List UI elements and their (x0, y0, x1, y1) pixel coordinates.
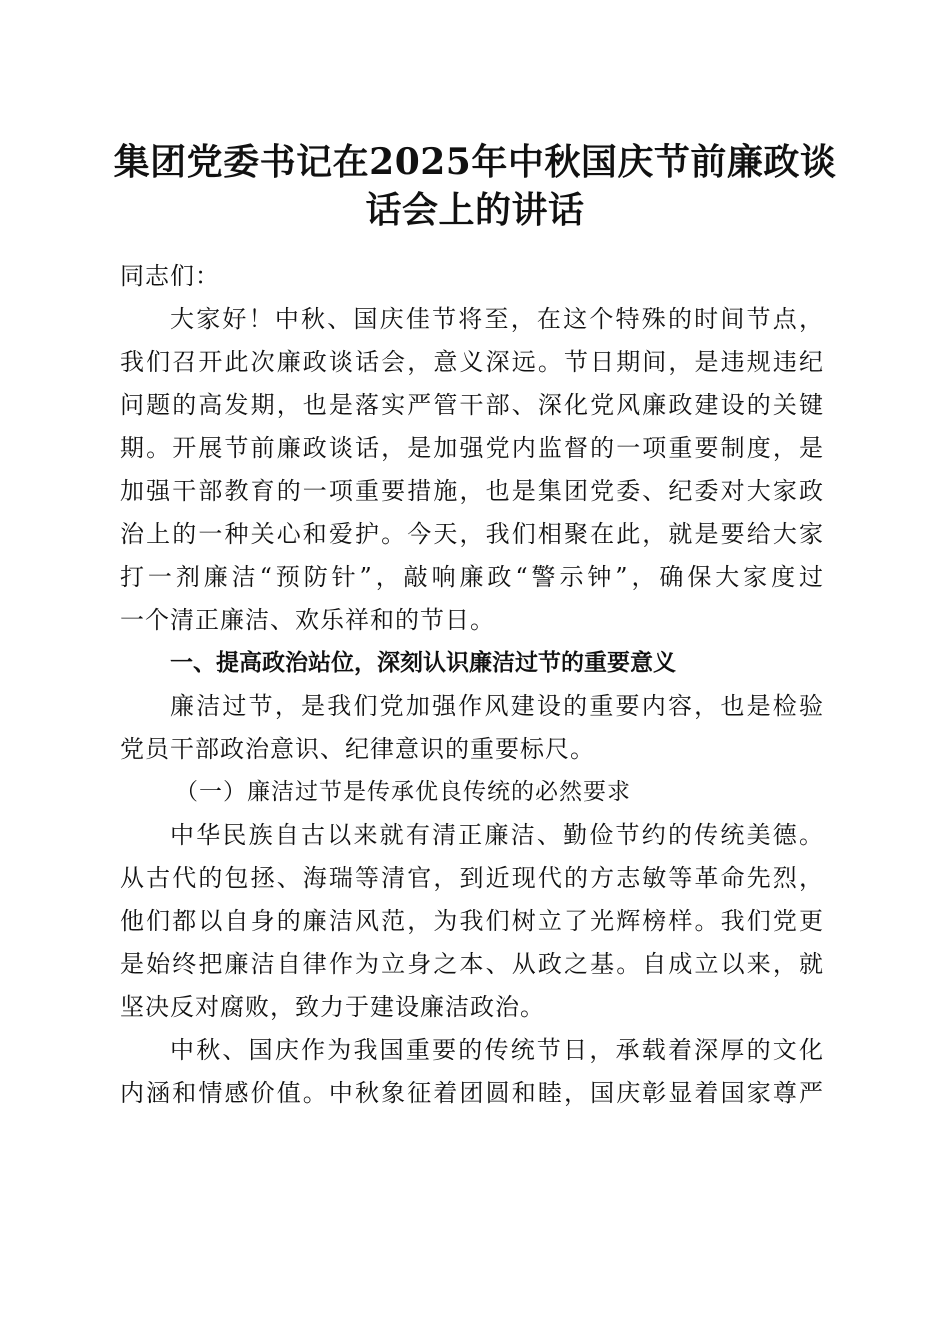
paragraph-line: 加强干部教育的一项重要措施，也是集团党委、纪委对大家政 (120, 477, 824, 505)
title-line-2: 话会上的讲话 (365, 189, 585, 231)
opening-paragraph (120, 298, 824, 642)
paragraph-line: 廉洁过节，是我们党加强作风建设的重要内容，也是检验 (170, 692, 824, 720)
paragraph-line: 党员干部政治意识、纪律意识的重要标尺。 (120, 735, 595, 763)
paragraph-line: 一个清正廉洁、欢乐祥和的节日。 (120, 606, 495, 634)
paragraph-line: 治上的一种关心和爱护。今天，我们相聚在此，就是要给大家 (120, 520, 824, 548)
paragraph-line: 打一剂廉洁“预防针”，敲响廉政“警示钟”，确保大家度过 (120, 563, 824, 591)
subsection1-paragraph-2 (120, 1029, 824, 1115)
paragraph-line: 他们都以自身的廉洁风范，为我们树立了光辉榜样。我们党更 (120, 907, 824, 935)
paragraph-line: 期。开展节前廉政谈话，是加强党内监督的一项重要制度，是 (120, 434, 824, 462)
subsection1-paragraph-1 (120, 814, 824, 1029)
title-line-1: 集团党委书记在2025年中秋国庆节前廉政谈 (113, 141, 837, 183)
paragraph-line: 从古代的包拯、海瑞等清官，到近现代的方志敏等革命先烈， (120, 864, 824, 892)
section1-intro-paragraph (120, 685, 824, 771)
document-title (100, 138, 850, 234)
paragraph-line: 中华民族自古以来就有清正廉洁、勤俭节约的传统美德。 (170, 821, 824, 849)
paragraph-line: 坚决反对腐败，致力于建设廉洁政治。 (120, 993, 545, 1021)
paragraph-line: 是始终把廉洁自律作为立身之本、从政之基。自成立以来，就 (120, 950, 824, 978)
paragraph-line: 内涵和情感价值。中秋象征着团圆和睦，国庆彰显着国家尊严 (120, 1079, 824, 1107)
section-heading-1: 一、提高政治站位，深刻认识廉洁过节的重要意义 (170, 650, 676, 676)
paragraph-line: 大家好！中秋、国庆佳节将至，在这个特殊的时间节点， (170, 305, 824, 333)
paragraph-line: 问题的高发期，也是落实严管干部、深化党风廉政建设的关键 (120, 391, 824, 419)
paragraph-line: 中秋、国庆作为我国重要的传统节日，承载着深厚的文化 (170, 1036, 824, 1064)
document-body (120, 255, 824, 1115)
paragraph-line: 我们召开此次廉政谈话会，意义深远。节日期间，是违规违纪 (120, 348, 824, 376)
subsection-heading-1: （一）廉洁过节是传承优良传统的必然要求 (175, 779, 631, 805)
salutation: 同志们： (120, 262, 220, 290)
